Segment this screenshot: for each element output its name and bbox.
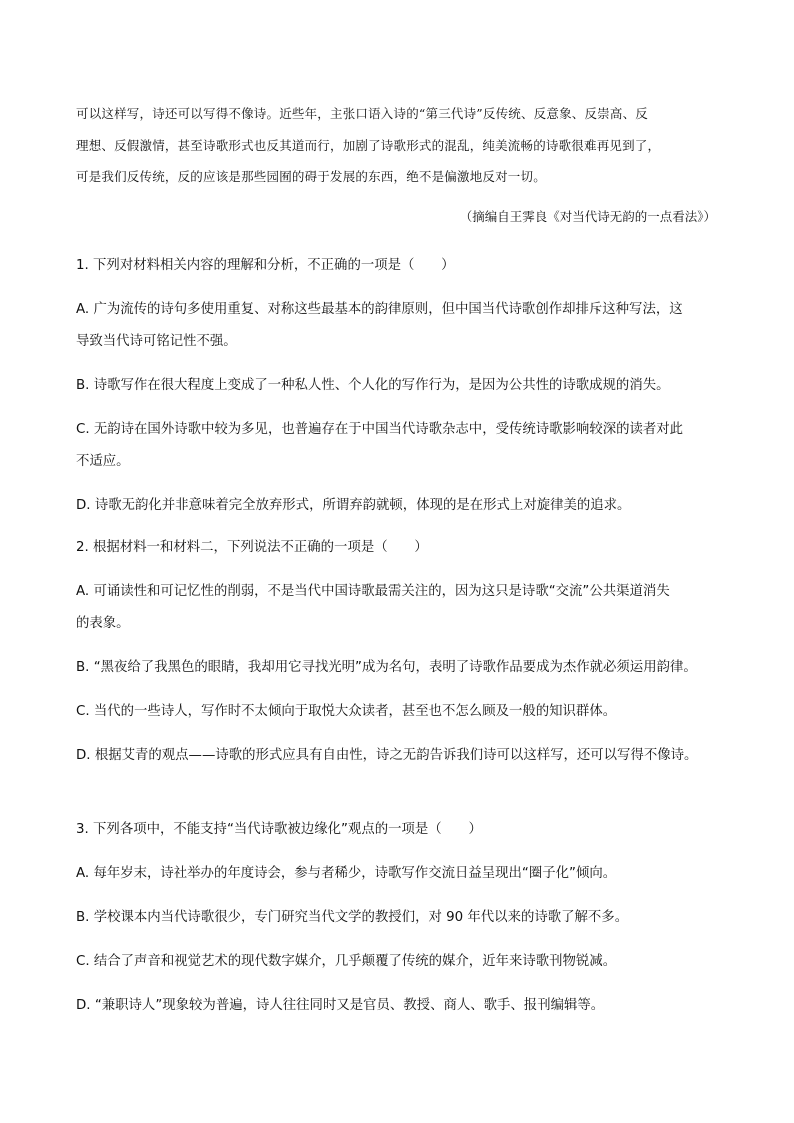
option-a-line: A. 每年岁末，诗社举办的年度诗会，参与者稀少，诗歌写作交流日益呈现出“圈子化”倾向。 [76,866,617,881]
question-stem: 1. 下列对材料相关内容的理解和分析，不正确的一项是（ ） [76,258,455,273]
passage-line: 可以这样写，诗还可以写得不像诗。近些年，主张口语入诗的“第三代诗”反传统、反意象、反崇高、反 [76,106,648,121]
question-1 [76,250,720,522]
option-b-line: B. “黑夜给了我黑色的眼睛，我却用它寻找光明”成为名句，表明了诗歌作品要成为杰作就必须运用韵律。 [76,660,697,675]
passage-line: 理想、反假激情，甚至诗歌形式也反其道而行，加剧了诗歌形式的混乱，纯美流畅的诗歌很难再见到了， [76,137,661,153]
option-b-line: B. 诗歌写作在很大程度上变成了一种私人性、个人化的写作行为，是因为公共性的诗歌成规的消失。 [76,378,670,393]
option-a-line: A. 可诵读性和可记忆性的削弱，不是当代中国诗歌最需关注的，因为这只是诗歌“交流”公共渠道消失 [76,584,670,599]
option-c-line: C. 结合了声音和视觉艺术的现代数字媒介，几乎颠覆了传统的媒介，近年来诗歌刊物锐减。 [76,954,617,969]
option-d-line: D. 根据艾青的观点——诗歌的形式应具有自由性，诗之无韵告诉我们诗可以这样写，还可以写得不像诗。 [76,748,698,763]
option-d-line: D. 诗歌无韵化并非意味着完全放弃形式，所谓弃韵就顿，体现的是在形式上对旋律美的追求。 [76,498,631,513]
option-a-line: 导致当代诗可铭记性不强。 [76,334,237,349]
option-c-line: 不适应。 [76,454,130,469]
passage-line: 可是我们反传统，反的应该是那些园囿的碍于发展的东西，绝不是偏激地反对一切。 [76,169,546,184]
option-c-line: C. 当代的一些诗人，写作时不太倾向于取悦大众读者，甚至也不怎么顾及一般的知识群体。 [76,704,617,719]
passage-source: （摘编自王霁良《对当代诗无韵的一点看法》） [459,209,716,224]
question-stem: 3. 下列各项中，不能支持“当代诗歌被边缘化”观点的一项是（ ） [76,822,482,837]
question-3 [76,814,720,1022]
question-2 [76,532,720,772]
option-d-line: D. “兼职诗人”现象较为普遍，诗人往往同时又是官员、教授、商人、歌手、报刊编辑等。 [76,998,605,1013]
question-stem: 2. 根据材料一和材料二，下列说法不正确的一项是（ ） [76,540,428,555]
passage-excerpt [76,98,720,193]
option-a-line: 的表象。 [76,616,130,631]
option-b-line: B. 学校课本内当代诗歌很少，专门研究当代文学的教授们，对 90 年代以来的诗歌了解不多。 [76,910,629,925]
option-c-line: C. 无韵诗在国外诗歌中较为多见，也普遍存在于中国当代诗歌杂志中，受传统诗歌影响较深的读者对此 [76,422,684,437]
option-a-line: A. 广为流传的诗句多使用重复、对称这些最基本的韵律原则，但中国当代诗歌创作却排斥这种写法，这 [76,302,683,317]
